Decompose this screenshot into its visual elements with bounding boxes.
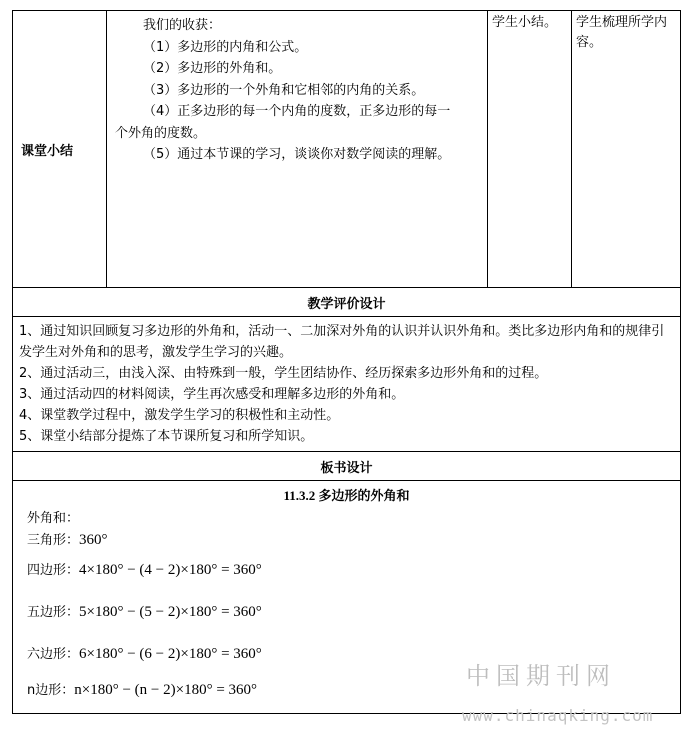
board-heading-row [13, 452, 681, 481]
shape-label: 五边形： [27, 605, 80, 620]
lesson-table [12, 10, 681, 714]
board-title: 11.3.2 多边形的外角和 [283, 488, 410, 503]
board-heading: 板书设计 [13, 452, 681, 481]
evaluation-item: 2、通过活动三，由浅入深、由特殊到一般，学生团结协作、经历探索多边形外角和的过程。 [19, 366, 548, 381]
board-row-triangle [27, 529, 108, 549]
summary-line: （2）多边形的外角和。 [143, 61, 282, 76]
formula: n×180° − (n − 2)×180° = 360° [74, 682, 258, 698]
board-intro: 外角和： [27, 511, 80, 526]
formula: 6×180° − (6 − 2)×180° = 360° [79, 646, 262, 662]
formula: 4×180° − (4 − 2)×180° = 360° [79, 562, 262, 578]
shape-label: 三角形： [27, 533, 80, 548]
evaluation-item: 1、通过知识回顾复习多边形的外角和，活动一、二加深对外角的认识并认识外角和。类比多边形内角和的规律引发学生对外角和的思考，激发学生学习的兴趣。 [19, 324, 665, 360]
board-row-quadrilateral [27, 559, 262, 579]
student-activity: 学生小结。 [488, 11, 572, 288]
board-row-hexagon [27, 643, 262, 663]
summary-label: 课堂小结 [13, 11, 107, 288]
summary-row [13, 11, 681, 288]
summary-line: （1）多边形的内角和公式。 [143, 39, 308, 55]
shape-label: n边形： [27, 683, 75, 698]
shape-label: 六边形： [27, 647, 80, 662]
evaluation-heading-row [13, 288, 681, 317]
formula: 360° [79, 532, 108, 548]
evaluation-content [13, 317, 681, 452]
summary-line: 个外角的度数。 [115, 125, 207, 141]
summary-line: （5）通过本节课的学习，谈谈你对数学阅读的理解。 [143, 147, 451, 162]
watermark-cn: 中国期刊网 [466, 662, 616, 690]
summary-content [107, 11, 488, 288]
evaluation-item: 5、课堂小结部分提炼了本节课所复习和所学知识。 [19, 429, 314, 444]
summary-line: 我们的收获： [143, 18, 222, 33]
evaluation-item: 3、通过活动四的材料阅读，学生再次感受和理解多边形的外角和。 [19, 387, 405, 402]
evaluation-heading: 教学评价设计 [13, 288, 681, 317]
formula: 5×180° − (5 − 2)×180° = 360° [79, 604, 262, 620]
shape-label: 四边形： [27, 563, 80, 578]
board-row-pentagon [27, 601, 262, 621]
board-row-n-gon [27, 679, 257, 699]
watermark-url: www.chinaqking.com [462, 706, 654, 725]
summary-line: （3）多边形的一个外角和它相邻的内角的关系。 [143, 82, 425, 98]
summary-line: （4）正多边形的每一个内角的度数，正多边形的每一 [143, 104, 451, 119]
evaluation-item: 4、课堂教学过程中，激发学生学习的积极性和主动性。 [19, 408, 340, 423]
evaluation-row [13, 317, 681, 452]
design-intent: 学生梳理所学内容。 [572, 11, 681, 288]
